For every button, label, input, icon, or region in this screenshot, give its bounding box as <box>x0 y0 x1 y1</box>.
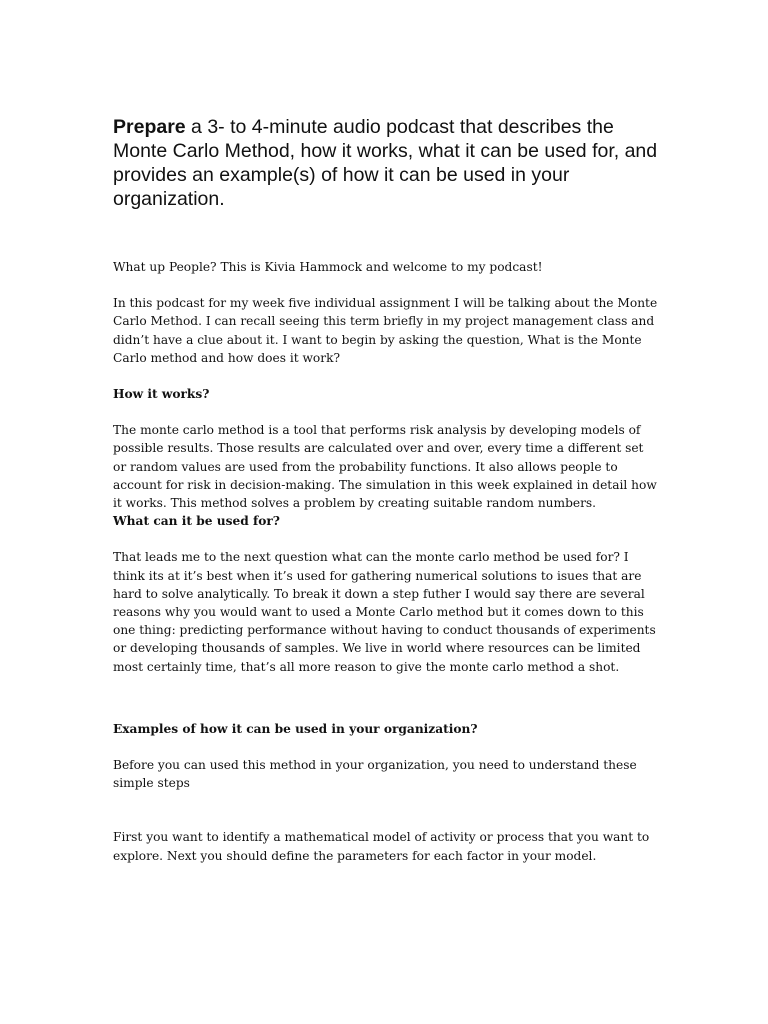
assignment-prompt <box>113 115 673 211</box>
intro-paragraph: In this podcast for my week five individual assignment I will be talking about the Monte Carlo Method. I can recall seeing this term briefly in my project management class and didn’t have a clue about it. I want to begin by asking the question, What is the Monte Carlo method and how does it work? <box>113 296 658 365</box>
prompt-lead-word: Prepare <box>113 116 186 138</box>
how-it-works-paragraph: The monte carlo method is a tool that performs risk analysis by developing models of possible results. Those results are calculated over and over, every time a different set or random values are used from the probability functions. It also allows people to account for risk in decision-making. The simulation in this week explained in detail how it works. This method solves a problem by creating suitable random numbers. <box>113 423 657 511</box>
uses-heading: What can it be used for? <box>113 514 280 529</box>
prompt-text: a 3- to 4-minute audio podcast that describes the Monte Carlo Method, how it works, what it can be used for, and provides an example(s) of how it can be used in your organization. <box>113 116 658 210</box>
podcast-script <box>113 258 658 865</box>
examples-heading: Examples of how it can be used in your organization? <box>113 721 478 736</box>
examples-paragraph-1: Before you can used this method in your organization, you need to understand these simple steps <box>113 758 637 791</box>
intro-greeting: What up People? This is Kivia Hammock and welcome to my podcast! <box>113 260 543 274</box>
how-it-works-heading: How it works? <box>113 387 210 402</box>
uses-paragraph: That leads me to the next question what can the monte carlo method be used for? I think its at it’s best when it’s used for gathering numerical solutions to isues that are hard to solve analytically. To break it down a step futher I would say there are several reasons why you would want to used a Monte Carlo method but it comes down to this one thing: predicting performance without having to conduct thousands of experiments or developing thousands of samples. We live in world where resources can be limited most certainly time, that’s all more reason to give the monte carlo method a shot. <box>113 550 656 674</box>
examples-paragraph-2: First you want to identify a mathematical model of activity or process that you want to explore. Next you should define the parameters for each factor in your model. <box>113 830 650 863</box>
